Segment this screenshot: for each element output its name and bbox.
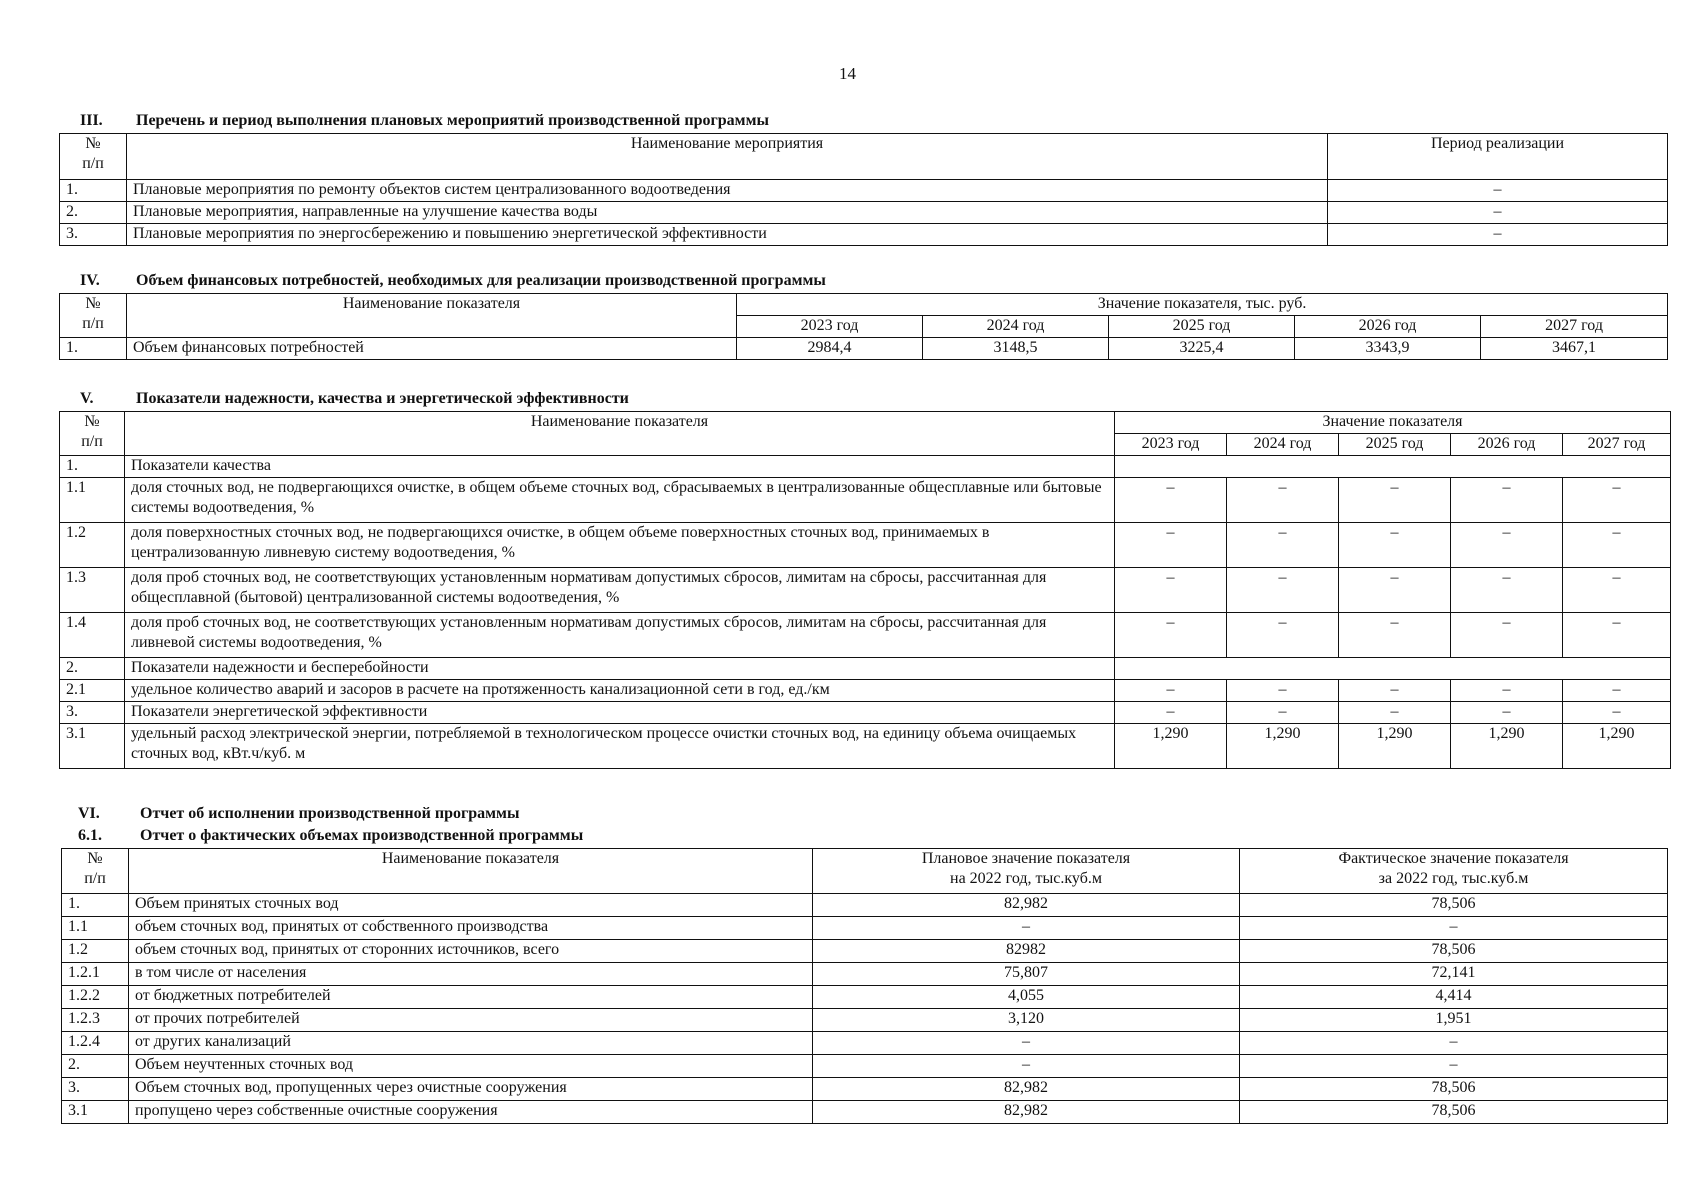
table-row: [60, 202, 1668, 224]
indicator-name: доля проб сточных вод, не соответствующих установленным нормативам допустимых сбросов, лимитам на сбросы, рассчитанная для общесплавной (бытовой) централизованной системы водоотведения, %: [125, 568, 1115, 613]
indicator-value: –: [1339, 702, 1451, 724]
col-header-year: 2023 год: [1115, 434, 1227, 456]
fact-value: –: [1240, 1055, 1668, 1078]
indicator-value: –: [1451, 613, 1563, 658]
fact-value: –: [1240, 1032, 1668, 1055]
row-number: 3.: [60, 702, 125, 724]
activity-period: –: [1328, 224, 1668, 246]
reliability-quality-table: [59, 411, 1671, 769]
plan-value: –: [813, 1055, 1240, 1078]
fact-value: 78,506: [1240, 894, 1668, 917]
indicator-value: –: [1451, 523, 1563, 568]
activity-name: Плановые мероприятия по ремонту объектов систем централизованного водоотведения: [127, 180, 1328, 202]
col-header-year: 2026 год: [1295, 316, 1481, 338]
fact-value: 72,141: [1240, 963, 1668, 986]
section-4-title: Объем финансовых потребностей, необходимых для реализации производственной программы: [136, 272, 826, 289]
financial-needs-table: [59, 293, 1668, 360]
col-header-year: 2025 год: [1339, 434, 1451, 456]
indicator-value: 3343,9: [1295, 338, 1481, 360]
indicator-value: –: [1339, 613, 1451, 658]
indicator-value: –: [1451, 478, 1563, 523]
indicator-value: –: [1563, 702, 1671, 724]
table-header-row: [60, 412, 1671, 434]
row-number: 3.1: [60, 724, 125, 769]
table-row: [62, 1078, 1668, 1101]
fact-value: 78,506: [1240, 1101, 1668, 1124]
indicator-name: в том числе от населения: [129, 963, 813, 986]
table-header-row: [62, 849, 1668, 894]
indicator-name: удельное количество аварий и засоров в расчете на протяженность канализационной сети в год, ед./км: [125, 680, 1115, 702]
indicator-value: –: [1115, 613, 1227, 658]
fact-value: 1,951: [1240, 1009, 1668, 1032]
row-number: 1.: [62, 894, 129, 917]
col-header-value: Значение показателя: [1115, 412, 1671, 434]
table-row: [60, 224, 1668, 246]
section-6-heading: [78, 805, 519, 823]
empty-cell: [1115, 658, 1671, 680]
row-number: 1.2.3: [62, 1009, 129, 1032]
table-row: [62, 940, 1668, 963]
indicator-value: –: [1115, 680, 1227, 702]
row-number: 1.: [60, 180, 127, 202]
indicator-value: –: [1339, 680, 1451, 702]
row-number: 1.1: [62, 917, 129, 940]
col-header-number: № п/п: [60, 294, 127, 338]
indicator-name: удельный расход электрической энергии, потребляемой в технологическом процессе очистки сточных вод, на единицу объема очищаемых сточных вод, кВт.ч/куб. м: [125, 724, 1115, 769]
table-row: [62, 963, 1668, 986]
section-3-number: III.: [80, 112, 103, 129]
row-number: 1.2: [60, 523, 125, 568]
row-number: 3.1: [62, 1101, 129, 1124]
indicator-name: Объем финансовых потребностей: [127, 338, 737, 360]
section-6-title: Отчет об исполнении производственной программы: [140, 805, 520, 822]
indicator-value: –: [1115, 523, 1227, 568]
row-number: 1.4: [60, 613, 125, 658]
table-row: [62, 894, 1668, 917]
col-header-period: Период реализации: [1328, 134, 1668, 180]
col-header-year: 2023 год: [737, 316, 923, 338]
table-row: [60, 338, 1668, 360]
row-number: 3.: [60, 224, 127, 246]
indicator-name: Объем принятых сточных вод: [129, 894, 813, 917]
actual-volumes-table: [61, 848, 1668, 1124]
plan-value: 75,807: [813, 963, 1240, 986]
table-header-row: [60, 134, 1668, 180]
section-6-1-heading: [78, 827, 583, 845]
plan-value: 82,982: [813, 894, 1240, 917]
activity-name: Плановые мероприятия, направленные на улучшение качества воды: [127, 202, 1328, 224]
indicator-value: –: [1451, 568, 1563, 613]
table-row: [60, 613, 1671, 658]
row-number: 2.: [62, 1055, 129, 1078]
section-6-number: VI.: [78, 805, 100, 822]
table-row: [60, 568, 1671, 613]
plan-value: –: [813, 917, 1240, 940]
row-number: 3.: [62, 1078, 129, 1101]
section-5-heading: [80, 390, 629, 408]
table-group-row: [60, 658, 1671, 680]
indicator-value: –: [1563, 568, 1671, 613]
col-header-year: 2025 год: [1109, 316, 1295, 338]
indicator-name: доля поверхностных сточных вод, не подвергающихся очистке, в общем объеме поверхностных сточных вод, принимаемых в централизованную ливневую систему водоотведения, %: [125, 523, 1115, 568]
table-row: [60, 523, 1671, 568]
empty-cell: [1115, 456, 1671, 478]
col-header-year: 2024 год: [1227, 434, 1339, 456]
table-row: [62, 1009, 1668, 1032]
indicator-value: –: [1451, 702, 1563, 724]
table-row: [62, 1032, 1668, 1055]
indicator-value: –: [1227, 680, 1339, 702]
indicator-value: 3148,5: [923, 338, 1109, 360]
col-header-year: 2027 год: [1563, 434, 1671, 456]
section-4-heading: [80, 272, 826, 290]
indicator-value: –: [1115, 568, 1227, 613]
col-header-year: 2027 год: [1481, 316, 1668, 338]
row-number: 1.2.4: [62, 1032, 129, 1055]
indicator-value: –: [1227, 478, 1339, 523]
section-4-number: IV.: [80, 272, 100, 289]
plan-value: –: [813, 1032, 1240, 1055]
section-3-heading: [80, 112, 769, 130]
indicator-value: 1,290: [1115, 724, 1227, 769]
table-row: [62, 917, 1668, 940]
indicator-name: от других канализаций: [129, 1032, 813, 1055]
plan-value: 82982: [813, 940, 1240, 963]
table-row: [60, 478, 1671, 523]
indicator-group-name: Показатели качества: [125, 456, 1115, 478]
table-row: [62, 1101, 1668, 1124]
activity-name: Плановые мероприятия по энергосбережению и повышению энергетической эффективности: [127, 224, 1328, 246]
row-number: 2.: [60, 202, 127, 224]
indicator-value: –: [1563, 478, 1671, 523]
table-row: [62, 1055, 1668, 1078]
col-header-fact-value: Фактическое значение показателя за 2022 год, тыс.куб.м: [1240, 849, 1668, 894]
indicator-name: Объем неучтенных сточных вод: [129, 1055, 813, 1078]
plan-value: 4,055: [813, 986, 1240, 1009]
indicator-value: 3467,1: [1481, 338, 1668, 360]
indicator-value: 1,290: [1227, 724, 1339, 769]
indicator-value: –: [1115, 478, 1227, 523]
fact-value: 78,506: [1240, 940, 1668, 963]
plan-value: 3,120: [813, 1009, 1240, 1032]
row-number: 1.: [60, 456, 125, 478]
indicator-name: доля сточных вод, не подвергающихся очистке, в общем объеме сточных вод, сбрасываемых в централизованные общесплавные или бытовые системы водоотведения, %: [125, 478, 1115, 523]
section-6-1-number: 6.1.: [78, 827, 102, 844]
plan-value: 82,982: [813, 1101, 1240, 1124]
indicator-value: –: [1563, 613, 1671, 658]
section-3-title: Перечень и период выполнения плановых мероприятий производственной программы: [136, 112, 769, 129]
row-number: 2.: [60, 658, 125, 680]
table-group-row: [60, 456, 1671, 478]
table-header-row: [60, 294, 1668, 316]
fact-value: –: [1240, 917, 1668, 940]
indicator-name: объем сточных вод, принятых от собственного производства: [129, 917, 813, 940]
table-group-row: [60, 702, 1671, 724]
section-5-title: Показатели надежности, качества и энергетической эффективности: [136, 390, 629, 407]
col-header-activity-name: Наименование мероприятия: [127, 134, 1328, 180]
indicator-value: –: [1227, 568, 1339, 613]
col-header-plan-value: Плановое значение показателя на 2022 год, тыс.куб.м: [813, 849, 1240, 894]
indicator-value: 1,290: [1563, 724, 1671, 769]
indicator-value: –: [1339, 523, 1451, 568]
indicator-name: пропущено через собственные очистные сооружения: [129, 1101, 813, 1124]
indicator-group-name: Показатели надежности и бесперебойности: [125, 658, 1115, 680]
indicator-value: –: [1563, 523, 1671, 568]
indicator-value: –: [1115, 702, 1227, 724]
row-number: 1.2.1: [62, 963, 129, 986]
table-row: [60, 680, 1671, 702]
table-row: [60, 180, 1668, 202]
indicator-name: Объем сточных вод, пропущенных через очистные сооружения: [129, 1078, 813, 1101]
table-row: [60, 724, 1671, 769]
row-number: 1.2: [62, 940, 129, 963]
col-header-indicator-name: Наименование показателя: [127, 294, 737, 338]
indicator-value: 1,290: [1451, 724, 1563, 769]
row-number: 1.: [60, 338, 127, 360]
page-number: 14: [839, 64, 856, 83]
row-number: 1.3: [60, 568, 125, 613]
indicator-value: –: [1339, 568, 1451, 613]
row-number: 2.1: [60, 680, 125, 702]
indicator-value: –: [1563, 680, 1671, 702]
indicator-value: 2984,4: [737, 338, 923, 360]
indicator-name: от бюджетных потребителей: [129, 986, 813, 1009]
col-header-indicator-name: Наименование показателя: [129, 849, 813, 894]
indicator-name: от прочих потребителей: [129, 1009, 813, 1032]
col-header-value: Значение показателя, тыс. руб.: [737, 294, 1668, 316]
indicator-value: –: [1227, 523, 1339, 568]
indicator-value: –: [1227, 613, 1339, 658]
plan-value: 82,982: [813, 1078, 1240, 1101]
fact-value: 78,506: [1240, 1078, 1668, 1101]
row-number: 1.2.2: [62, 986, 129, 1009]
indicator-value: 1,290: [1339, 724, 1451, 769]
col-header-year: 2024 год: [923, 316, 1109, 338]
col-header-indicator-name: Наименование показателя: [125, 412, 1115, 456]
indicator-value: –: [1451, 680, 1563, 702]
indicator-name: объем сточных вод, принятых от сторонних источников, всего: [129, 940, 813, 963]
activities-table: [59, 133, 1668, 246]
fact-value: 4,414: [1240, 986, 1668, 1009]
indicator-group-name: Показатели энергетической эффективности: [125, 702, 1115, 724]
section-5-number: V.: [80, 390, 94, 407]
col-header-number: № п/п: [60, 412, 125, 456]
activity-period: –: [1328, 202, 1668, 224]
col-header-number: № п/п: [60, 134, 127, 180]
section-6-1-title: Отчет о фактических объемах производственной программы: [140, 827, 584, 844]
indicator-value: –: [1227, 702, 1339, 724]
col-header-number: № п/п: [62, 849, 129, 894]
row-number: 1.1: [60, 478, 125, 523]
indicator-value: 3225,4: [1109, 338, 1295, 360]
indicator-name: доля проб сточных вод, не соответствующих установленным нормативам допустимых сбросов, лимитам на сбросы, рассчитанная для ливневой системы водоотведения, %: [125, 613, 1115, 658]
activity-period: –: [1328, 180, 1668, 202]
indicator-value: –: [1339, 478, 1451, 523]
col-header-year: 2026 год: [1451, 434, 1563, 456]
table-row: [62, 986, 1668, 1009]
